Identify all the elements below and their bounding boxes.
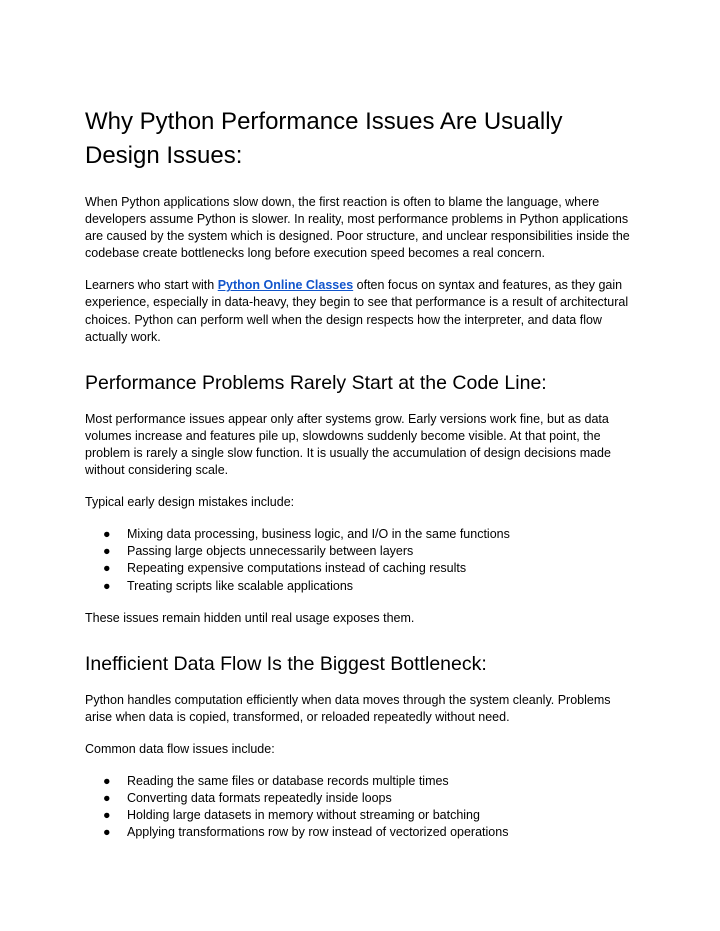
intro-paragraph-1: When Python applications slow down, the first reaction is often to blame the language, where developers assume Python is slower. In reality, most performance problems in Python applications are caused by the system which is designed. Poor structure, and unclear responsibilities inside the codebase create bottlenecks long before execution speed becomes a real concern. (85, 195, 630, 261)
bullet-icon: ● (103, 527, 111, 542)
bullet-icon: ● (103, 791, 111, 806)
section1-paragraph-1: Most performance issues appear only after systems grow. Early versions work fine, but as data volumes increase and features pile up, slowdowns suddenly become visible. At that point, the problem is rarely a single slow function. It is usually the accumulation of design decisions made without considering scale. (85, 411, 611, 478)
list-item-text: Applying transformations row by row instead of vectorized operations (127, 825, 509, 840)
list-item-text: Mixing data processing, business logic, and I/O in the same functions (127, 527, 510, 542)
bullet-icon: ● (103, 561, 111, 576)
list-item-text: Holding large datasets in memory without streaming or batching (127, 808, 480, 823)
section1-paragraph-3: These issues remain hidden until real usage exposes them. (85, 610, 415, 625)
list-item (85, 790, 640, 807)
bullet-icon: ● (103, 825, 111, 840)
intro-paragraph-2 (85, 277, 640, 345)
list-item (85, 578, 640, 595)
section-heading-inefficient-data-flow: Inefficient Data Flow Is the Biggest Bottleneck: (85, 652, 487, 675)
design-mistakes-list (85, 526, 640, 594)
list-item-text: Treating scripts like scalable applications (127, 578, 354, 593)
document-title: Why Python Performance Issues Are Usually Design Issues: (85, 108, 563, 169)
list-item-text: Converting data formats repeatedly inside loops (127, 791, 392, 806)
python-online-classes-link[interactable]: Python Online Classes (217, 278, 354, 293)
list-item-text: Repeating expensive computations instead of caching results (127, 561, 467, 576)
list-item (85, 543, 640, 560)
bullet-icon: ● (103, 544, 111, 559)
section2-paragraph-1: Python handles computation efficiently when data moves through the system cleanly. Problems arise when data is copied, transformed, or reloaded repeatedly without need. (85, 692, 611, 724)
data-flow-issues-list (85, 773, 640, 841)
list-item (85, 526, 640, 543)
section2-paragraph-2: Common data flow issues include: (85, 741, 275, 756)
list-item-text: Passing large objects unnecessarily between layers (127, 544, 414, 559)
bullet-icon: ● (103, 578, 111, 593)
bullet-icon: ● (103, 808, 111, 823)
intro-text-before-link: Learners who start with (85, 278, 218, 293)
list-item-text: Reading the same files or database records multiple times (127, 773, 449, 788)
intro-text-after-link: often focus on syntax and features, as they gain experience, especially in data-heavy, they begin to see that performance is a result of architectural choices. Python can perform well when the design respects how the interpreter, and data flow actually work. (85, 278, 629, 344)
list-item (85, 560, 640, 577)
list-item (85, 773, 640, 790)
list-item (85, 807, 640, 824)
list-item (85, 824, 640, 841)
section1-paragraph-2: Typical early design mistakes include: (85, 495, 295, 510)
section-heading-performance-problems: Performance Problems Rarely Start at the Code Line: (85, 371, 547, 394)
bullet-icon: ● (103, 773, 111, 788)
